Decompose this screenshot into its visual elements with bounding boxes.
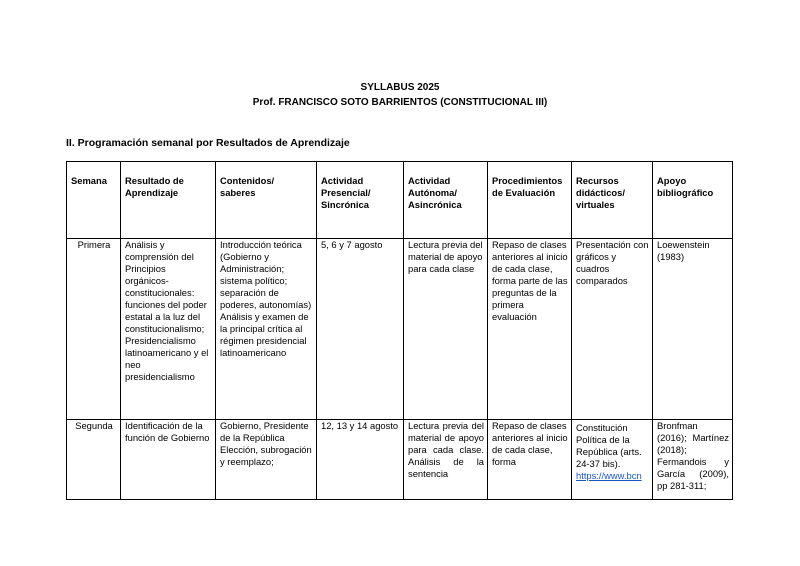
presencial-cell: 5, 6 y 7 agosto — [317, 239, 404, 420]
header-semana: Semana — [67, 162, 121, 239]
section-title: II. Programación semanal por Resultados de Aprendizaje — [66, 137, 350, 149]
week-cell: Segunda — [67, 420, 121, 500]
evaluacion-cell: Repaso de clases anteriores al inicio de cada clase, forma — [488, 420, 572, 500]
header-contenidos: Contenidos/ saberes — [216, 162, 317, 239]
table-header-row — [67, 162, 733, 239]
header-recursos: Recursos didácticos/ virtuales — [572, 162, 653, 239]
table-row — [67, 239, 733, 420]
table-row — [67, 420, 733, 500]
document-title: SYLLABUS 2025 — [360, 82, 440, 93]
resultado-cell: Identificación de la función de Gobierno — [121, 420, 216, 500]
schedule-table — [66, 161, 733, 500]
header-presencial: Actividad Presencial/ Sincrónica — [317, 162, 404, 239]
header-evaluacion: Procedimientos de Evaluación — [488, 162, 572, 239]
recursos-cell: Presentación con gráficos y cuadros comparados — [572, 239, 653, 420]
header-autonoma: Actividad Autónoma/ Asincrónica — [404, 162, 488, 239]
presencial-cell: 12, 13 y 14 agosto — [317, 420, 404, 500]
evaluacion-cell: Repaso de clases anteriores al inicio de cada clase, forma parte de las preguntas de la primera evaluación — [488, 239, 572, 420]
autonoma-cell: Lectura previa del material de apoyo para cada clase — [404, 239, 488, 420]
document-subtitle: Prof. FRANCISCO SOTO BARRIENTOS (CONSTITUCIONAL III) — [252, 97, 548, 108]
week-cell: Primera — [67, 239, 121, 420]
recursos-text: Constitución Política de la República (arts. 24-37 bis). — [576, 422, 642, 470]
recursos-cell — [572, 420, 653, 500]
contenidos-cell: Introducción teórica (Gobierno y Administración; sistema político; separación de poderes, autonomías) Análisis y examen de la principal crítica al régimen presidencial latinoamericano — [216, 239, 317, 420]
header-bibliografia: Apoyo bibliográfico — [653, 162, 733, 239]
resultado-cell: Análisis y comprensión del Principios orgánicos-constitucionales: funciones del poder estatal a la luz del constitucionalismo; Presidencialismo latinoamericano y el neo presidencialismo — [121, 239, 216, 420]
bibliografia-cell: Bronfman (2016); Martínez (2018); Fermandois y García (2009), pp 281-311; — [653, 420, 733, 500]
bibliografia-cell: Loewenstein (1983) — [653, 239, 733, 420]
autonoma-cell: Lectura previa del material de apoyo para cada clase. Análisis de la sentencia — [404, 420, 488, 500]
contenidos-cell: Gobierno, Presidente de la República Elección, subrogación y reemplazo; — [216, 420, 317, 500]
header-resultado: Resultado de Aprendizaje — [121, 162, 216, 239]
bcn-link[interactable]: https://www.bcn — [576, 470, 642, 482]
